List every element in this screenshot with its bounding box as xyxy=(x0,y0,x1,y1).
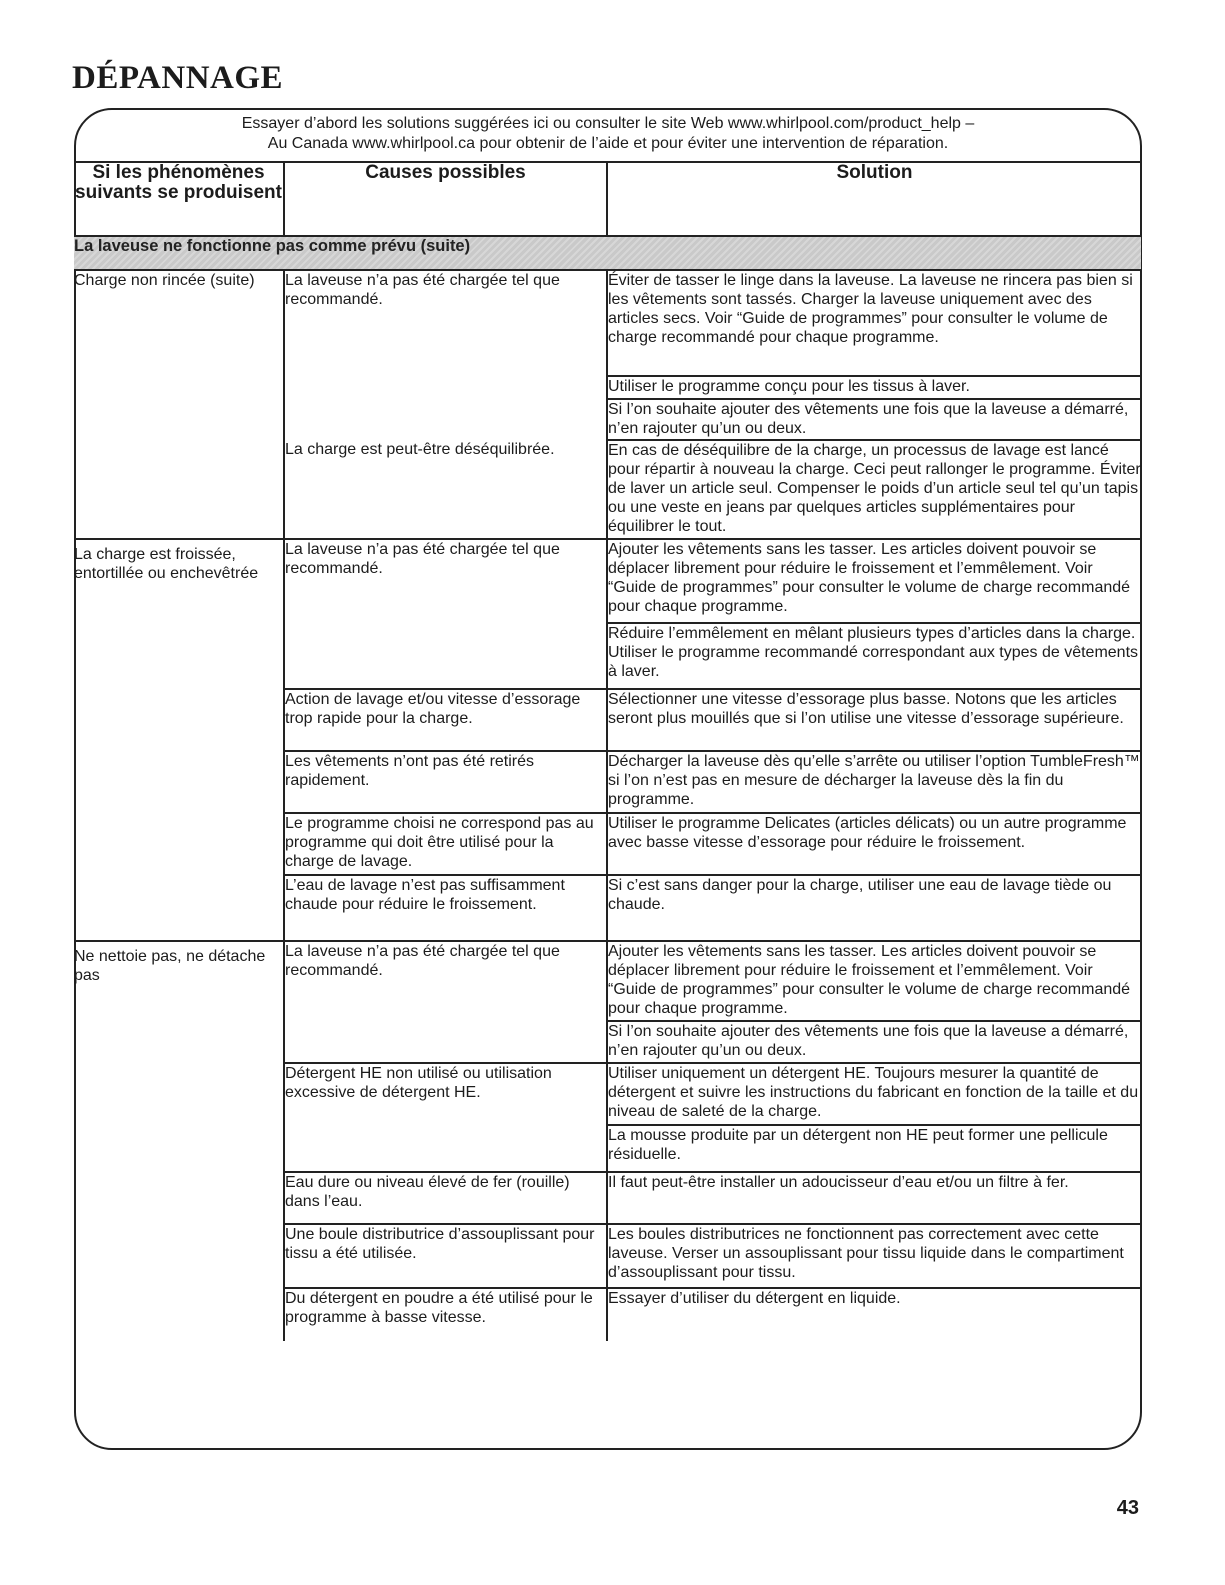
section-band: La laveuse ne fonctionne pas comme prévu (suite) xyxy=(74,236,1141,270)
cause-cell: L’eau de lavage n’est pas suffisamment chaude pour réduire le froissement. xyxy=(284,875,607,941)
page-number: 43 xyxy=(1116,1497,1139,1519)
solution-cell: Les boules distributrices ne fonctionnent pas correctement avec cette laveuse. Verser un assouplissant pour tissu liquide dans le compartiment d’assouplissant pour tissu. xyxy=(607,1224,1141,1288)
cause-cell: La laveuse n’a pas été chargée tel que recommandé. xyxy=(284,539,607,689)
cause-cell: Une boule distributrice d’assouplissant pour tissu a été utilisée. xyxy=(284,1224,607,1288)
solution-cell: Si l’on souhaite ajouter des vêtements une fois que la laveuse a démarré, n’en rajouter qu’un ou deux. xyxy=(607,399,1141,440)
intro-text xyxy=(76,114,1140,154)
intro-line-1: Essayer d’abord les solutions suggérées ici ou consulter le site Web www.whirlpool.com/product_help – xyxy=(241,115,975,132)
solution-cell: Ajouter les vêtements sans les tasser. Les articles doivent pouvoir se déplacer librement pour réduire le froissement et l’emmêlement. Voir “Guide de programmes” pour consulter le volume de charge recommandé pour chaque programme. xyxy=(607,539,1141,623)
solution-cell: Ajouter les vêtements sans les tasser. Les articles doivent pouvoir se déplacer librement pour réduire le froissement et l’emmêlement. Voir “Guide de programmes” pour consulter le volume de charge recommandé pour chaque programme. xyxy=(607,941,1141,1021)
page-title: DÉPANNAGE xyxy=(72,60,284,96)
cause-cell: Action de lavage et/ou vitesse d’essorage trop rapide pour la charge. xyxy=(284,689,607,751)
table-row xyxy=(74,941,1141,1021)
header-symptoms: Si les phénomènes suivants se produisent xyxy=(74,162,284,236)
troubleshooting-table xyxy=(74,161,1141,1341)
symptom-cell: Ne nettoie pas, ne détache pas xyxy=(74,941,284,1341)
solution-cell: Si c’est sans danger pour la charge, utiliser une eau de lavage tiède ou chaude. xyxy=(607,875,1141,941)
symptom-cell: La charge est froissée, entortillée ou enchevêtrée xyxy=(74,539,284,941)
cause-cell: Eau dure ou niveau élevé de fer (rouille) dans l’eau. xyxy=(284,1172,607,1224)
solution-cell: Décharger la laveuse dès qu’elle s’arrête ou utiliser l’option TumbleFresh™ si l’on n’est pas en mesure de décharger la laveuse dès la fin du programme. xyxy=(607,751,1141,813)
solution-cell: Essayer d’utiliser du détergent en liquide. xyxy=(608,1290,901,1307)
cause-cell: Les vêtements n’ont pas été retirés rapidement. xyxy=(284,751,607,813)
solution-cell: Si l’on souhaite ajouter des vêtements une fois que la laveuse a démarré, n’en rajouter qu’un ou deux. xyxy=(607,1021,1141,1063)
solution-cell: Utiliser uniquement un détergent HE. Toujours mesurer la quantité de détergent et suivre les instructions du fabricant en fonction de la taille et du niveau de saleté de la charge. xyxy=(607,1063,1141,1125)
solution-cell: Utiliser le programme Delicates (articles délicats) ou un autre programme avec basse vitesse d’essorage pour réduire le froissement. xyxy=(607,813,1141,875)
symptom-cell: Charge non rincée (suite) xyxy=(74,270,284,539)
solution-cell: La mousse produite par un détergent non HE peut former une pellicule résiduelle. xyxy=(607,1125,1141,1172)
solution-cell: Réduire l’emmêlement en mêlant plusieurs types d’articles dans la charge. Utiliser le programme recommandé correspondant aux types de vêtements à laver. xyxy=(607,623,1141,689)
solution-cell: Utiliser le programme conçu pour les tissus à laver. xyxy=(607,376,1141,399)
solution-cell: En cas de déséquilibre de la charge, un processus de lavage est lancé pour répartir à nouveau la charge. Ceci peut rallonger le programme. Éviter de laver un article seul. Compenser le poids d’un article seul tel qu’un tapis ou une veste en jeans par quelques articles supplémentaires pour équilibrer le tout. xyxy=(607,440,1141,539)
solution-cell: Éviter de tasser le linge dans la laveuse. La laveuse ne rincera pas bien si les vêtements sont tassés. Charger la laveuse uniquement avec des articles secs. Voir “Guide de programmes” pour consulter le volume de charge recommandé pour chaque programme. xyxy=(607,270,1141,376)
header-solution: Solution xyxy=(607,162,1141,236)
cause-cell: Le programme choisi ne correspond pas au programme qui doit être utilisé pour la charge de lavage. xyxy=(284,813,607,875)
table-row xyxy=(74,539,1141,623)
cause-cell: La laveuse n’a pas été chargée tel que recommandé. xyxy=(284,941,607,1063)
solution-cell: Sélectionner une vitesse d’essorage plus basse. Notons que les articles seront plus mouillés que si l’on utilise une vitesse d’essorage supérieure. xyxy=(607,689,1141,751)
solution-cell: Il faut peut-être installer un adoucisseur d’eau et/ou un filtre à fer. xyxy=(607,1172,1141,1224)
cause-cell: Détergent HE non utilisé ou utilisation excessive de détergent HE. xyxy=(284,1063,607,1172)
intro-line-2: Au Canada www.whirlpool.ca pour obtenir de l’aide et pour éviter une intervention de réparation. xyxy=(267,135,949,152)
header-row xyxy=(74,162,1141,236)
header-causes: Causes possibles xyxy=(284,162,607,236)
cause-cell: Du détergent en poudre a été utilisé pour le programme à basse vitesse. xyxy=(284,1288,607,1341)
cause-cell: La charge est peut-être déséquilibrée. xyxy=(284,440,607,539)
section-band-row xyxy=(74,236,1141,270)
table-row xyxy=(74,270,1141,376)
cause-cell: La laveuse n’a pas été chargée tel que recommandé. xyxy=(284,270,607,440)
